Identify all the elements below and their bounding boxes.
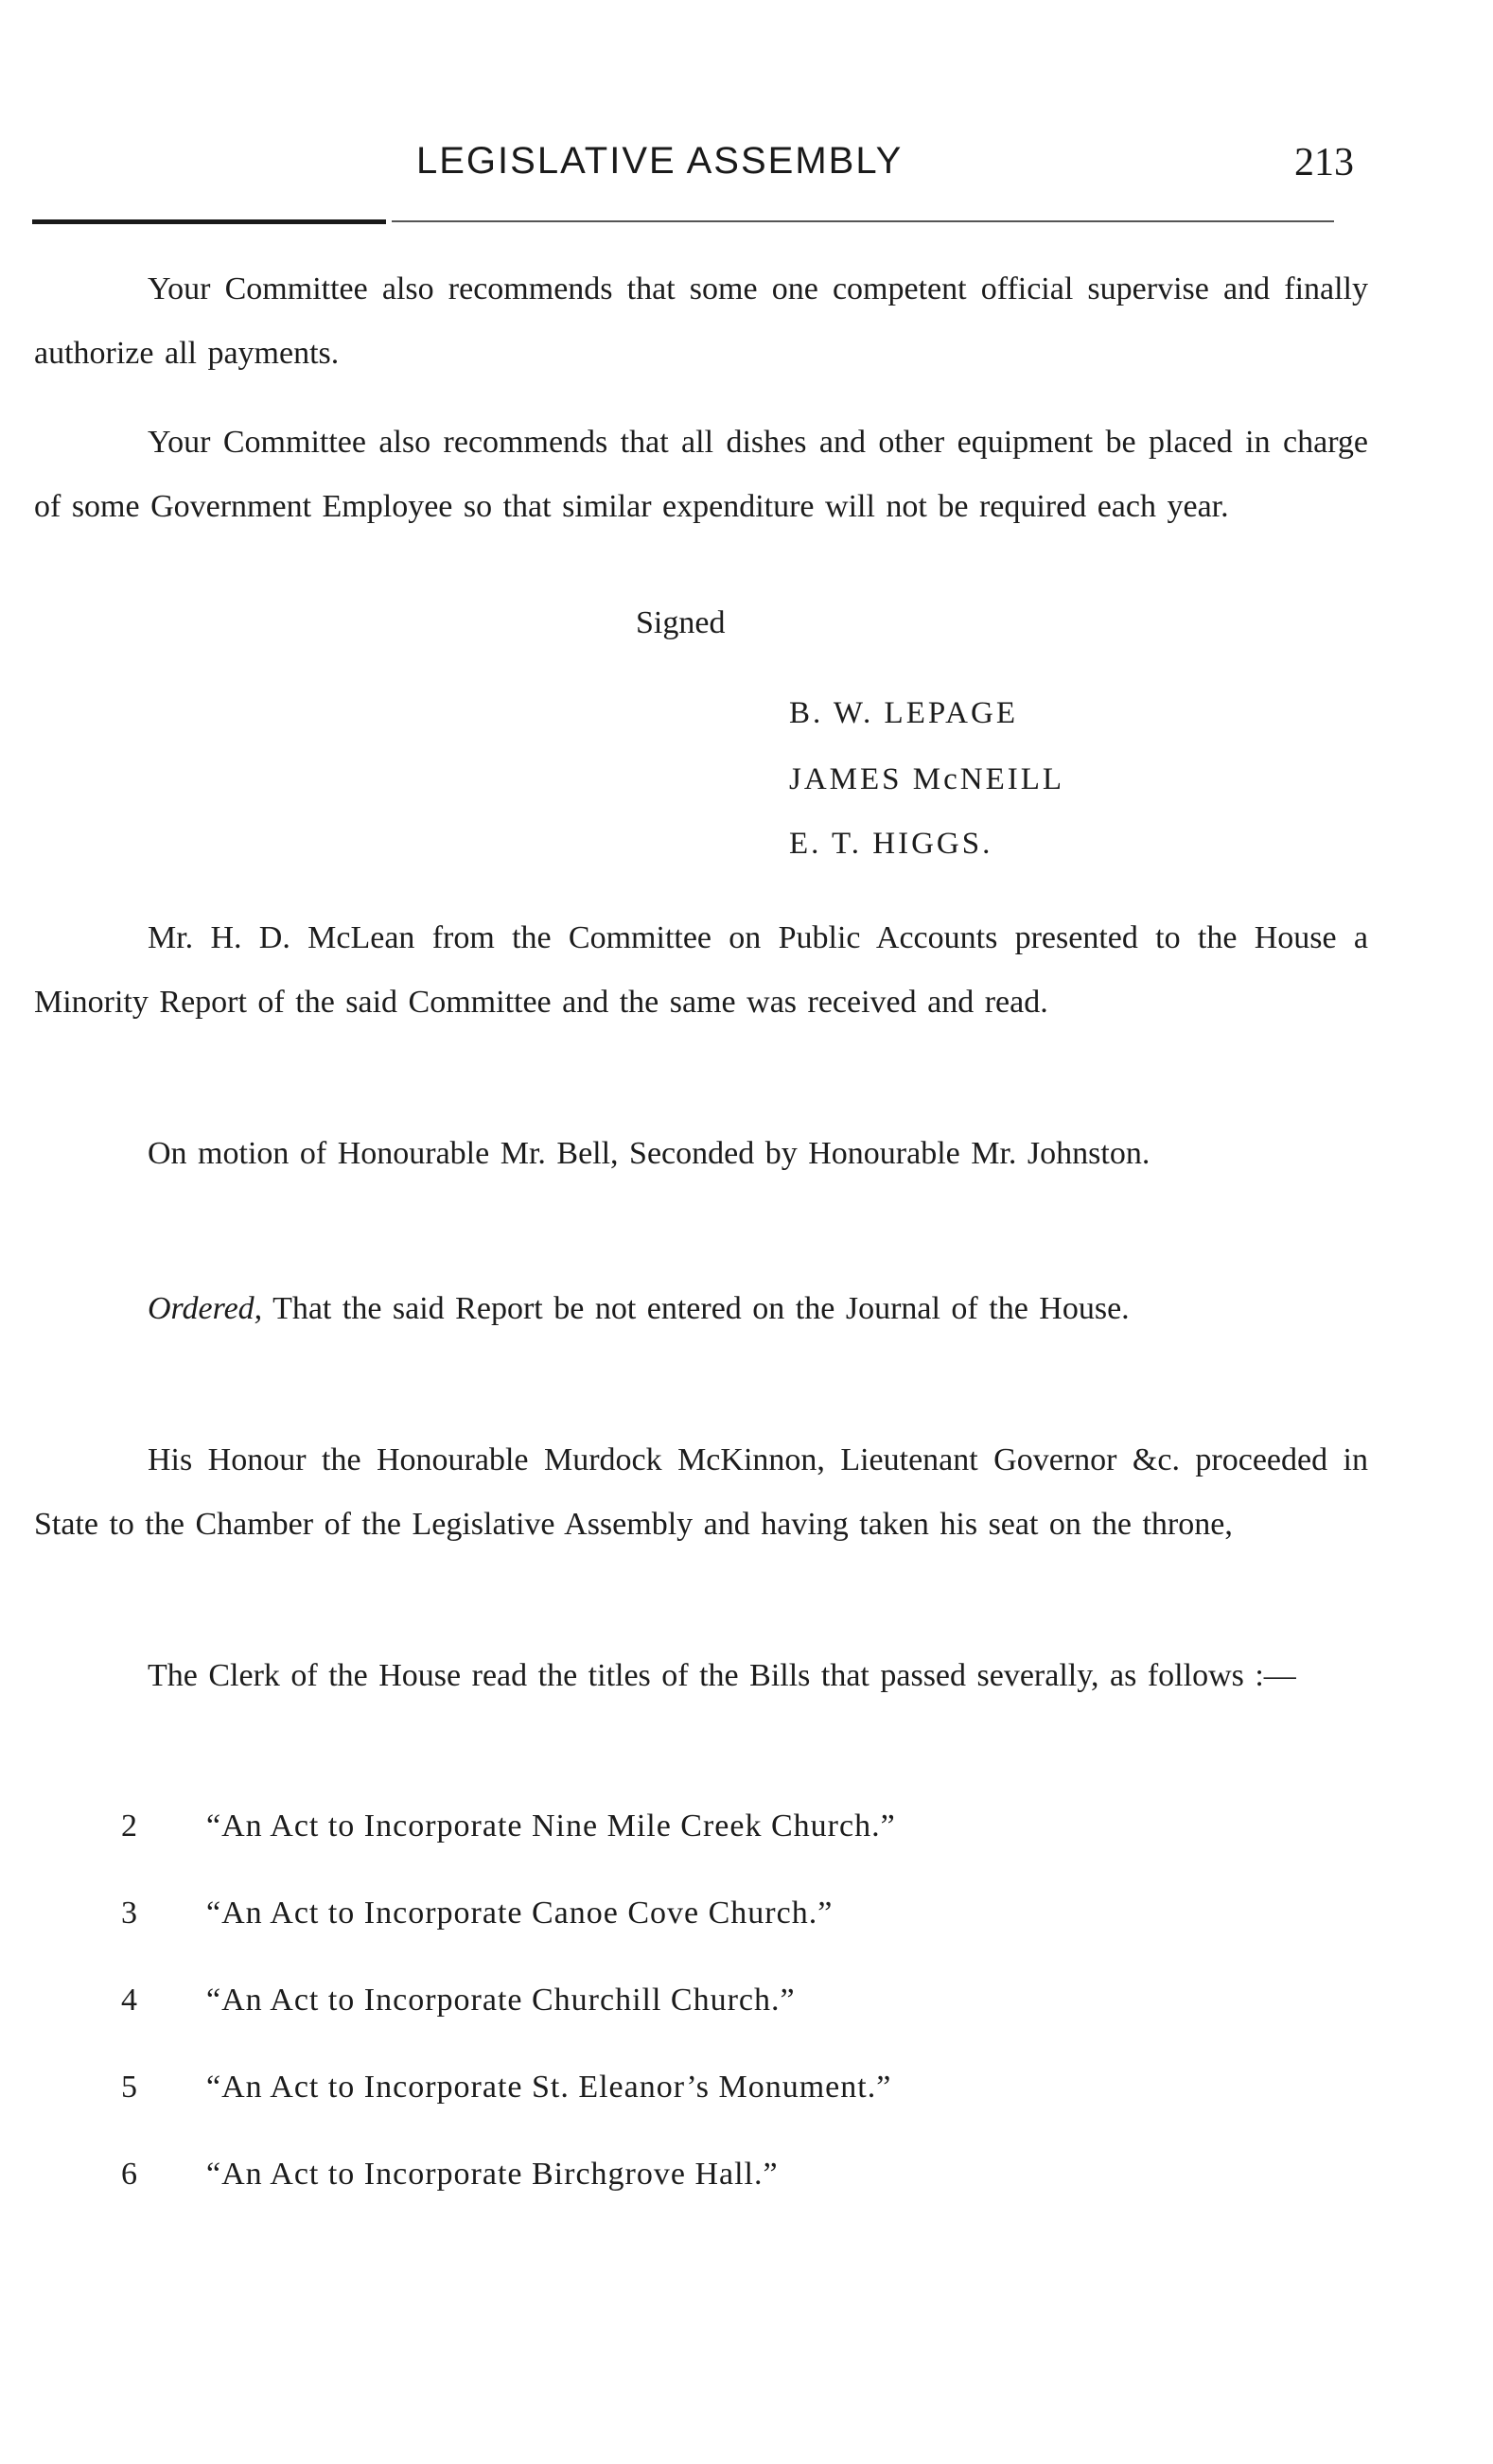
bill-item: [121, 2070, 891, 2106]
bill-item: [121, 1809, 896, 1844]
bill-title: “An Act to Incorporate Nine Mile Creek Church.”: [206, 1809, 896, 1844]
bill-number: 4: [121, 1983, 138, 2018]
bill-title: “An Act to Incorporate Canoe Cove Church.”: [206, 1896, 834, 1931]
bill-item: [121, 1983, 796, 2018]
bill-title: “An Act to Incorporate St. Eleanor’s Monument.”: [206, 2070, 892, 2105]
bill-title: “An Act to Incorporate Churchill Church.”: [206, 1983, 796, 2018]
bill-title: “An Act to Incorporate Birchgrove Hall.”: [206, 2157, 779, 2192]
signatory-higgs: E. T. HIGGS.: [789, 827, 993, 861]
paragraph-minority-report: Mr. H. D. McLean from the Committee on Public Accounts presented to the House a Minority Report of the said Committee and the same was received and read.: [34, 920, 1368, 1020]
signatory-lepage: B. W. LEPAGE: [789, 696, 1018, 730]
paragraph-committee-payments: Your Committee also recommends that some one competent official supervise and finally authorize all payments.: [34, 271, 1368, 371]
paragraph-lieutenant-governor: His Honour the Honourable Murdock McKinnon, Lieutenant Governor &c. proceeded in State to the Chamber of the Legislative Assembly and having taken his seat on the throne,: [34, 1442, 1368, 1542]
paragraph-ordered: [34, 1277, 1368, 1341]
running-header-title: LEGISLATIVE ASSEMBLY: [416, 140, 904, 182]
bill-number: 6: [121, 2157, 138, 2192]
bill-number: 5: [121, 2070, 138, 2105]
paragraph-clerk-read: The Clerk of the House read the titles of the Bills that passed severally, as follows :—: [148, 1658, 1296, 1693]
paragraph-motion: On motion of Honourable Mr. Bell, Seconded by Honourable Mr. Johnston.: [148, 1136, 1150, 1171]
header-rule-thin: [392, 220, 1334, 222]
paragraph-committee-equipment: Your Committee also recommends that all dishes and other equipment be placed in charge of some Government Employee so that similar expenditure will not be required each year.: [34, 425, 1368, 524]
ordered-italic: Ordered,: [148, 1291, 263, 1326]
bill-item: [121, 2157, 779, 2193]
page-number: 213: [1294, 141, 1354, 184]
header-rule-thick: [32, 219, 386, 224]
bill-number: 2: [121, 1809, 138, 1844]
bill-number: 3: [121, 1896, 138, 1931]
bill-item: [121, 1896, 833, 1931]
ordered-text: That the said Report be not entered on the Journal of the House.: [262, 1291, 1130, 1326]
signatory-mcneill: JAMES McNEILL: [789, 762, 1065, 796]
signed-label: Signed: [636, 605, 726, 640]
